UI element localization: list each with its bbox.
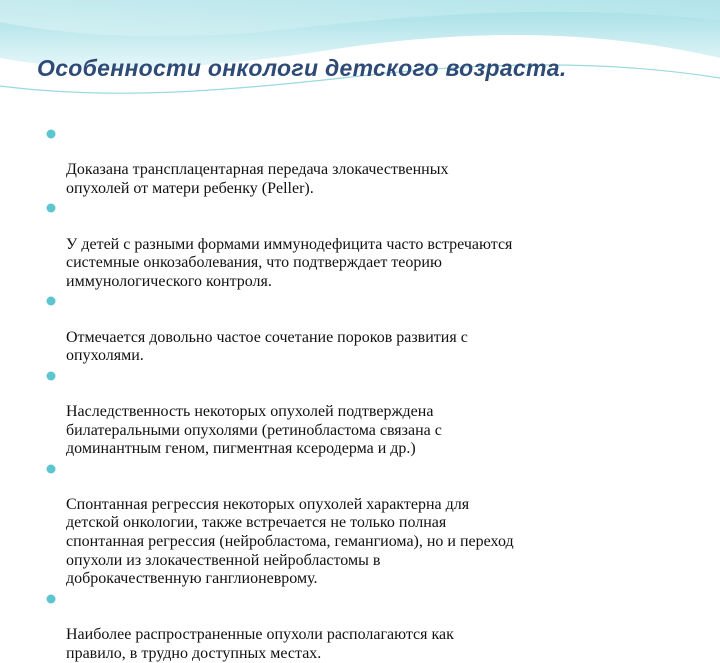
bullet-text: У детей с разными формами иммунодефицита часто встречаются системные онкозаболевания, что подтверждает теорию иммунологического контроля. xyxy=(66,235,513,290)
teal-circle-bullet-icon xyxy=(46,296,56,306)
teal-circle-bullet-icon xyxy=(46,371,56,381)
teal-circle-bullet-icon xyxy=(46,594,56,604)
teal-circle-bullet-icon xyxy=(46,203,56,213)
teal-circle-bullet-icon xyxy=(46,464,56,474)
bullet-item xyxy=(46,589,691,663)
bullet-text: Наследственность некоторых опухолей подтверждена билатеральными опухолями (ретинобластома связана с доминантным геном, пигментная ксеродерма и др.) xyxy=(66,402,442,458)
bullet-text: Наиболее распространенные опухоли располагаются как правило, в трудно доступных местах. xyxy=(66,626,454,662)
bullet-item xyxy=(46,198,691,291)
teal-circle-bullet-icon xyxy=(46,129,56,139)
bullet-list xyxy=(46,124,691,663)
bullet-item xyxy=(46,124,691,198)
bullet-text: Отмечается довольно частое сочетание пороков развития с опухолями. xyxy=(66,328,468,365)
bullet-item xyxy=(46,291,691,365)
bullet-text: Доказана трансплацентарная передача злокачественных опухолей от матери ребенку (Peller). xyxy=(66,161,449,197)
bullet-item xyxy=(46,459,691,589)
slide-title: Особенности онкологи детского возраста. xyxy=(37,55,567,81)
bullet-text: Спонтанная регрессия некоторых опухолей характерна для детской онкологии, также встречается не только полная спонтанная регрессия (нейробластома, гемангиома), но и переход опухоли из злокачественной нейробластомы в доброкачественную ганглионеврому. xyxy=(66,495,514,588)
bullet-item xyxy=(46,366,691,459)
